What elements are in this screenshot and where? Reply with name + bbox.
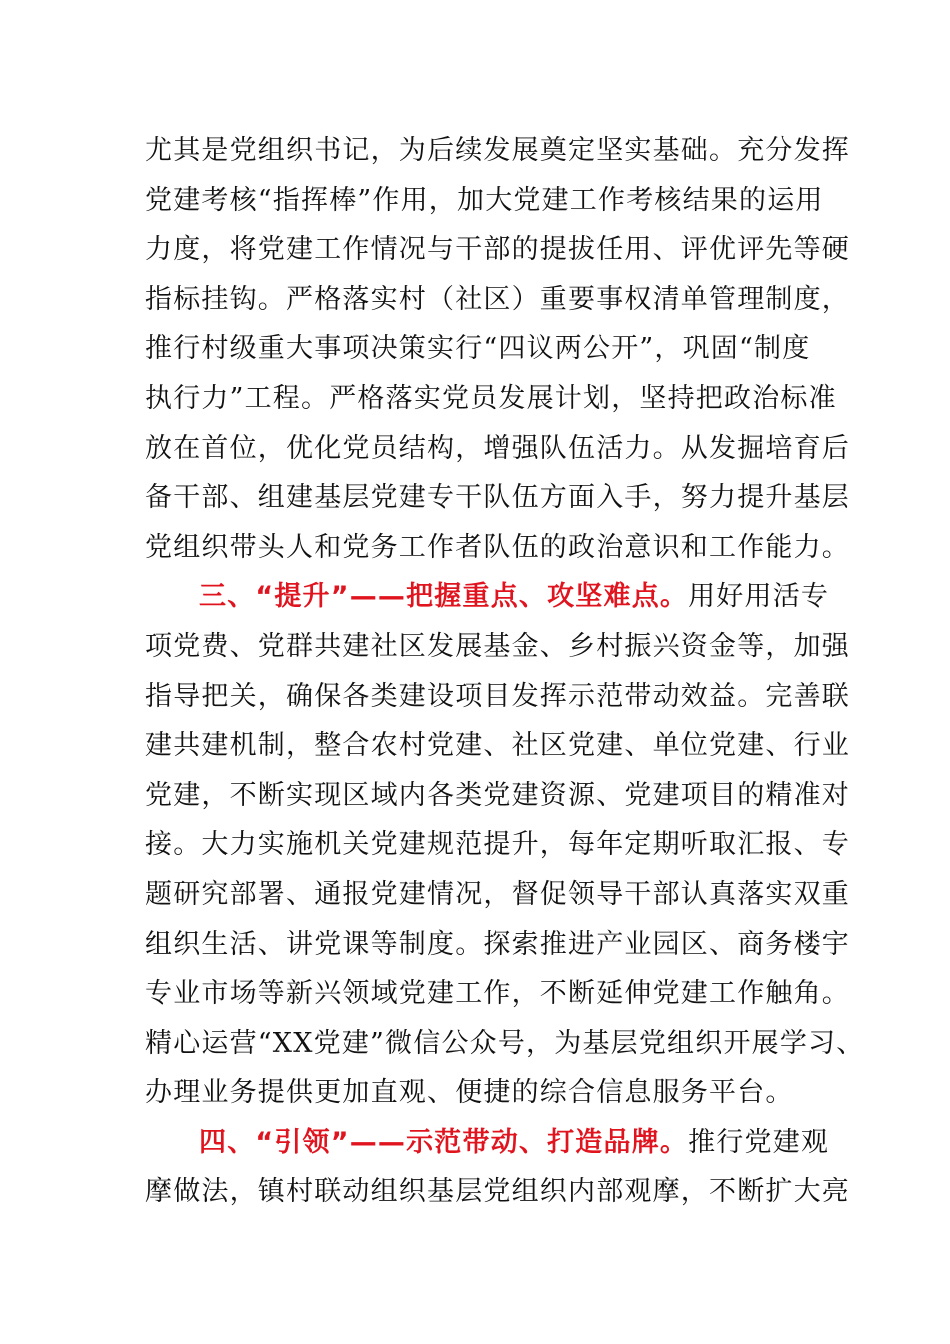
body-line-9: 党组织带头人和党务工作者队伍的政治意识和工作能力。 xyxy=(145,531,850,563)
body-line-5: 推行村级重大事项决策实行“四议两公开”，巩固“制度 xyxy=(145,333,811,365)
body-line-7: 放在首位，优化党员结构，增强队伍活力。从发掘培育后 xyxy=(145,432,850,464)
section-3-line: 指导把关，确保各类建设项目发挥示范带动效益。完善联 xyxy=(145,680,850,712)
section-3-line: 项党费、党群共建社区发展基金、乡村振兴资金等，加强 xyxy=(145,630,850,662)
section-3-line: 接。大力实施机关党建规范提升，每年定期听取汇报、专 xyxy=(145,829,850,861)
section-3-line: 题研究部署、通报党建情况，督促领导干部认真落实双重 xyxy=(145,878,850,910)
body-line-2: 党建考核“指挥棒”作用，加大党建工作考核结果的运用 xyxy=(145,184,824,216)
section-3-line: 精心运营“XX党建”微信公众号，为基层党组织开展学习、 xyxy=(145,1027,865,1059)
section-4-heading: 四、“引领”——示范带动、打造品牌。 xyxy=(199,1126,689,1158)
section-3-line: 建共建机制，整合农村党建、社区党建、单位党建、行业 xyxy=(145,730,850,762)
section-3-heading: 三、“提升”——把握重点、攻坚难点。 xyxy=(199,581,689,613)
body-line-6: 执行力”工程。严格落实党员发展计划，坚持把政治标准 xyxy=(145,382,837,414)
section-3-line: 办理业务提供更加直观、便捷的综合信息服务平台。 xyxy=(145,1077,794,1109)
body-line-8: 备干部、组建基层党建专干队伍方面入手，努力提升基层 xyxy=(145,482,850,514)
section-4-line: 摩做法，镇村联动组织基层党组织内部观摩，不断扩大亮 xyxy=(145,1176,850,1208)
section-3-line: 专业市场等新兴领域党建工作，不断延伸党建工作触角。 xyxy=(145,978,850,1010)
section-4-first-line xyxy=(145,1118,830,1168)
section-3-line: 党建，不断实现区域内各类党建资源、党建项目的精准对 xyxy=(145,779,850,811)
section-4-first-line-rest: 推行党建观 xyxy=(688,1126,830,1158)
document-body xyxy=(145,126,865,1217)
body-line-1: 尤其是党组织书记，为后续发展奠定坚实基础。充分发挥 xyxy=(145,135,850,166)
section-3-first-line-rest: 用好用活专 xyxy=(688,581,830,613)
section-3-first-line xyxy=(145,572,830,622)
body-line-4: 指标挂钩。严格落实村（社区）重要事权清单管理制度， xyxy=(145,283,850,315)
section-3-line: 组织生活、讲党课等制度。探索推进产业园区、商务楼宇 xyxy=(145,928,850,960)
body-line-3: 力度，将党建工作情况与干部的提拔任用、评优评先等硬 xyxy=(145,234,850,266)
